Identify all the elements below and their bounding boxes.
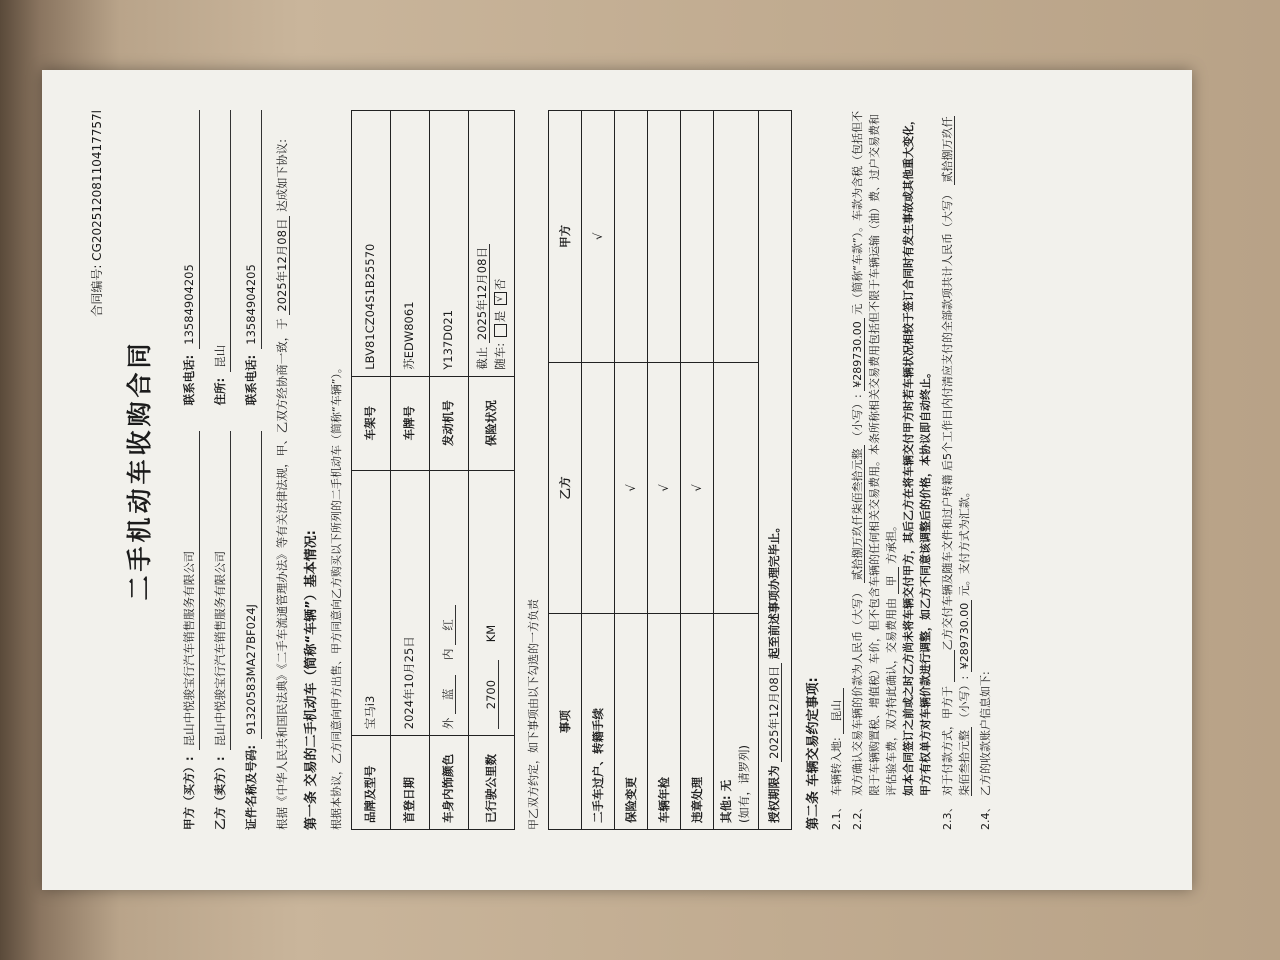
- preamble: 根据《中华人民共和国民法典》《二手车流通管理办法》等有关法律法规，甲、乙双方经协商一致，于 2025年12月08日 达成如下协议:: [274, 139, 289, 830]
- vehicle-brand: 宝马i3: [351, 470, 390, 736]
- table-row: 事项 乙方 甲方: [549, 111, 582, 830]
- table-row: 已行驶公里数 2700 KM 保险状况 截止 2025年12月08日 随车: 是 √否: [468, 111, 515, 830]
- clause-2-3: 2.3、 对于付款方式，甲方于 乙方交付车辆及随车文件和过户转籍 后5个工作日内付清应支付的全部款项共计人民币（大写） 贰拾捌万玖仟柒佰叁拾元整 （小写）: ¥289730.00 元。支付方式为汇款。: [940, 116, 971, 830]
- table-row: 车辆年检 √: [648, 111, 681, 830]
- article1-intro: 根据本协议，乙方同意向甲方出售、甲方同意向乙方购买以下所列的二手机动车（简称“车辆”）。: [329, 362, 343, 830]
- contract-number: 合同编号: CG20251208110417757l: [90, 110, 104, 317]
- vehicle-info-table: [351, 110, 516, 830]
- party-a-name: 昆山中悦骏宝行汽车销售服务有限公司: [181, 431, 200, 750]
- party-a-phone: 13584904205: [181, 110, 200, 349]
- duties-table: [548, 110, 792, 830]
- party-b-phone-label: 联系电话:: [243, 354, 258, 406]
- party-b-id: 91320583MA27BF024J: [243, 431, 262, 739]
- article2-title: 第二条 车辆交易约定事项:: [806, 677, 822, 830]
- table-row: 品牌及型号 宝马i3 车架号 LBV81CZ04S1B25570: [351, 111, 390, 830]
- party-b-id-row: [243, 110, 262, 830]
- vehicle-reg-date: 2024年10月25日: [390, 470, 429, 736]
- party-a-phone-label: 联系电话:: [182, 354, 197, 406]
- vehicle-vin: LBV81CZ04S1B25570: [351, 111, 390, 377]
- table-row: 违章处理 √: [681, 111, 714, 830]
- table-row: 其他: 无 (如有，请罗列): [714, 111, 759, 830]
- vehicle-insurance: 截止 2025年12月08日 随车: 是 √否: [468, 111, 515, 377]
- duties-intro: 甲乙双方约定，如下事项由以下勾选的一方负责: [527, 599, 541, 830]
- contract-paper: [42, 70, 1192, 890]
- party-b-name: 昆山中悦骏宝行汽车销售服务有限公司: [212, 431, 231, 750]
- party-a-label: 甲方（买方）:: [182, 756, 197, 830]
- no-checkbox: √: [494, 292, 507, 305]
- vehicle-mileage: 2700 KM: [468, 470, 515, 736]
- preamble-date: 2025年12月08日: [275, 216, 290, 315]
- article1-title: 第一条 交易的二手机动车（简称“车辆”）基本情况:: [303, 530, 319, 830]
- table-row: 车身内饰颜色 外 蓝 内 红 发动机号 Y137D021: [429, 111, 468, 830]
- vehicle-color: 外 蓝 内 红: [429, 470, 468, 736]
- table-row: 首登日期 2024年10月25日 车牌号 苏EDW8061: [390, 111, 429, 830]
- party-b-id-label: 证件名称及号码:: [243, 744, 258, 830]
- table-row: 保险变更 √: [615, 111, 648, 830]
- party-b-address: 昆山: [212, 110, 231, 372]
- party-a-row: [181, 110, 200, 830]
- table-row: [759, 111, 792, 830]
- clause-2-4: 2.4、 乙方的收款账户信息如下:: [978, 671, 992, 830]
- party-b-phone: 13584904205: [243, 110, 262, 349]
- authorization-period: 授权期限为 2025年12月08日 起至前述事项办理完毕止。: [759, 111, 792, 830]
- vehicle-plate: 苏EDW8061: [390, 111, 429, 377]
- party-b-label: 乙方（卖方）:: [213, 756, 228, 830]
- clause-2-2: 2.2、 双方确认交易车辆的价款为人民币（大写） 贰拾捌万玖仟柒佰叁拾元整 （小写）: ¥289730.00 元（简称“车款”）。车款为含税（包括但不限于车辆购置税、增值税）车价，但不包含车辆的任何相关交易费用。本条所称相关交易费用包括但不限于车辆运输（油）费、过户交易费和评估验车费，双方特此确认，交易费用由 甲 方承担。 如本合同签订之前或之时乙方尚未将车辆交付甲方，其后乙方在将车辆交付甲方时若车辆状况相较于签订合同时有发生事故或其他重大变化，甲方有权单方对车辆价款进行调整，如乙方不同意该调整后的价格，本协议即自动终止。: [851, 110, 933, 830]
- yes-checkbox: [494, 324, 507, 337]
- contract-document: [42, 70, 1192, 890]
- party-b-row: [212, 110, 231, 830]
- vehicle-engine: Y137D021: [429, 111, 468, 377]
- table-row: 二手车过户、转籍手续 √: [582, 111, 615, 830]
- clause-2-1: 2.1、 车辆转入地: 昆山: [828, 110, 845, 830]
- party-b-address-label: 住所:: [213, 377, 228, 406]
- contract-title: 二手机动车收购合同: [124, 339, 154, 601]
